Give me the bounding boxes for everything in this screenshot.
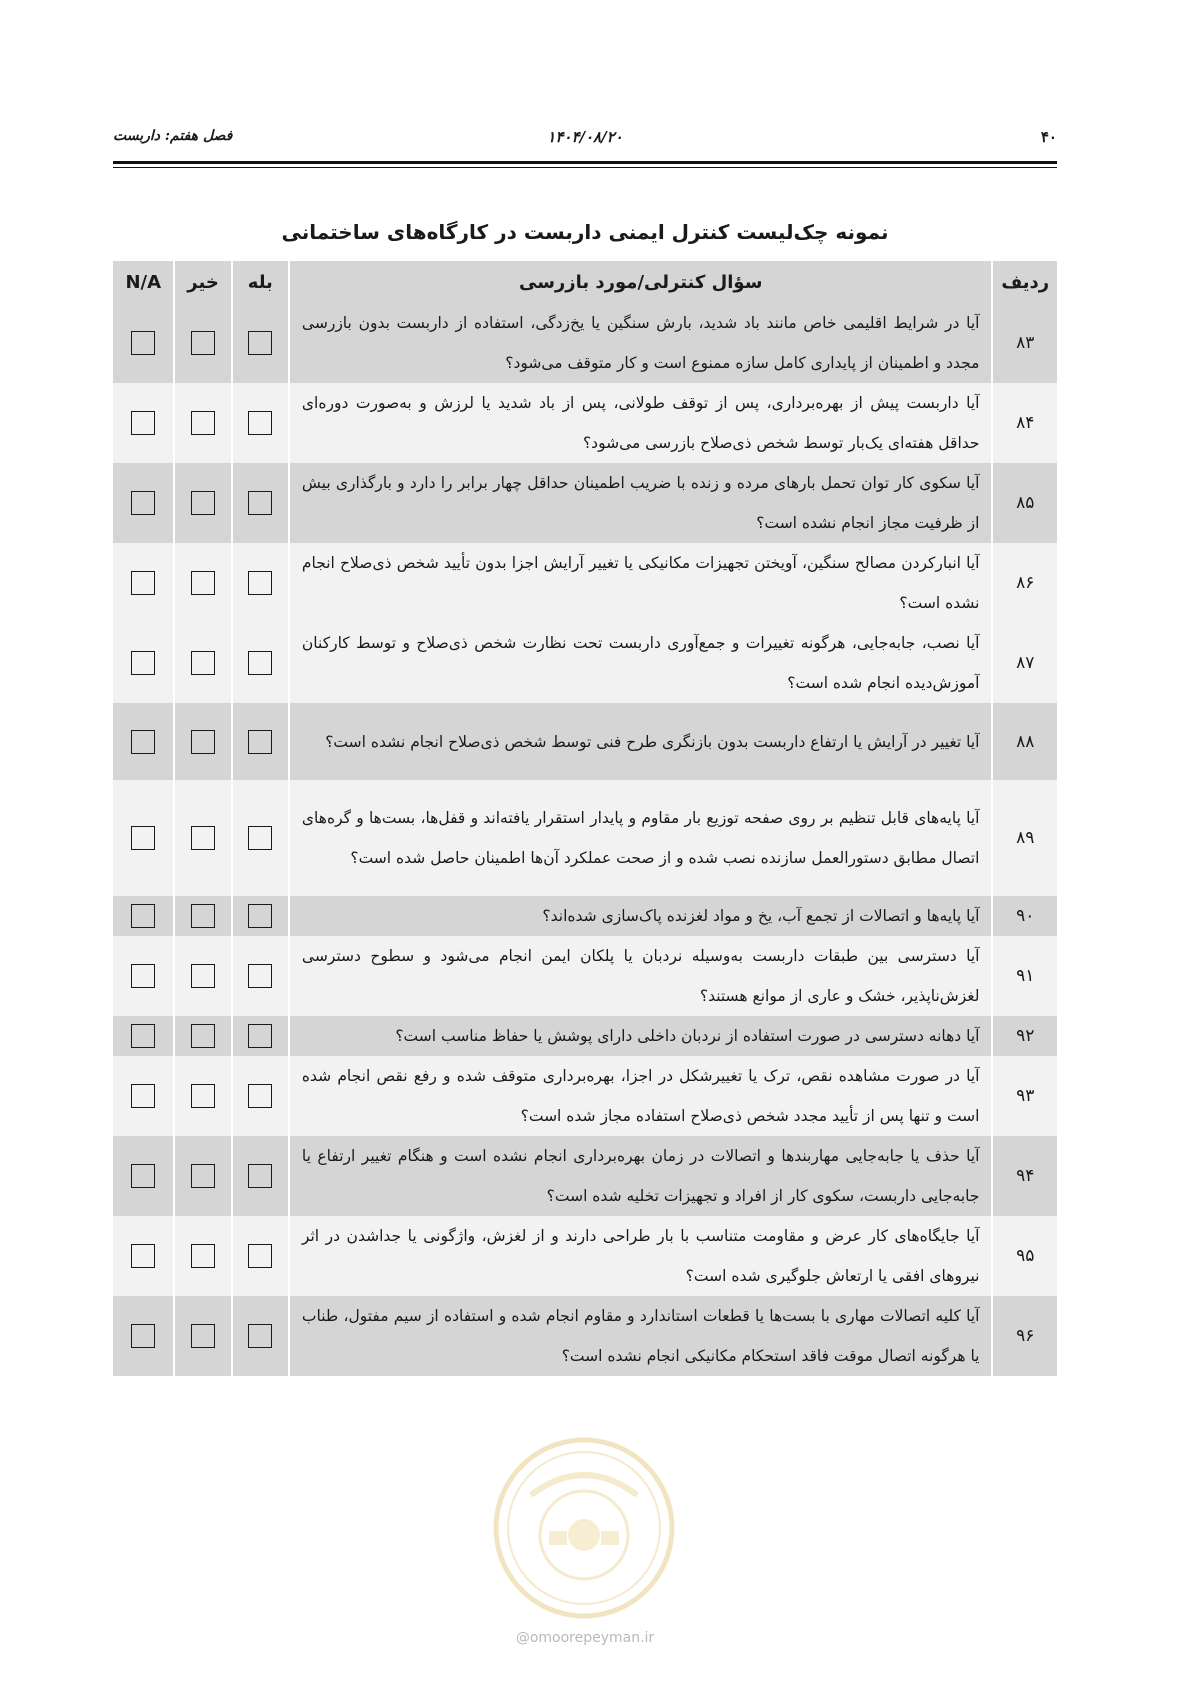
question-text: آیا جایگاه‌های کار عرض و مقاومت متناسب با بار طراحی دارند و از لغزش، واژگونی یا جداشدن در اثر نیروهای افقی یا ارتعاش جلوگیری شده است؟	[289, 1216, 993, 1296]
question-text: آیا در صورت مشاهده نقص، ترک یا تغییرشکل در اجزا، بهره‌برداری متوقف شده و رفع نقص انجام شده است و تنها پس از تأیید مجدد شخص ذی‌صلاح استفاده مجاز شده است؟	[289, 1056, 993, 1136]
header-date: ۱۴۰۴/۰۸/۲۰	[547, 128, 623, 146]
checkbox-no[interactable]	[191, 651, 215, 675]
watermark-url: @omoorepeyman.ir	[515, 1630, 655, 1646]
row-number: ۸۴	[992, 383, 1057, 463]
question-text: آیا دهانه دسترسی در صورت استفاده از نردبان داخلی دارای پوشش یا حفاظ مناسب است؟	[289, 1016, 993, 1056]
row-number: ۹۴	[992, 1136, 1057, 1216]
seal-watermark	[491, 1435, 677, 1621]
checkbox-yes[interactable]	[248, 904, 272, 928]
checkbox-no[interactable]	[191, 826, 215, 850]
checkbox-na[interactable]	[131, 730, 155, 754]
cell-no	[174, 303, 231, 383]
cell-yes	[232, 1216, 289, 1296]
cell-no	[174, 1296, 231, 1376]
cell-na	[113, 1136, 174, 1216]
table-header-row	[113, 261, 1057, 303]
checkbox-no[interactable]	[191, 411, 215, 435]
header-question: سؤال کنترلی/مورد بازرسی	[289, 261, 993, 303]
cell-yes	[232, 896, 289, 936]
row-number: ۸۸	[992, 703, 1057, 780]
checkbox-na[interactable]	[131, 411, 155, 435]
question-text: آیا نصب، جابه‌جایی، هرگونه تغییرات و جمع‌آوری داربست تحت نظارت شخص ذی‌صلاح و توسط کارکنان آموزش‌دیده انجام شده است؟	[289, 623, 993, 703]
cell-na	[113, 936, 174, 1016]
cell-yes	[232, 543, 289, 623]
cell-no	[174, 1216, 231, 1296]
checkbox-na[interactable]	[131, 1084, 155, 1108]
checkbox-na[interactable]	[131, 904, 155, 928]
checkbox-yes[interactable]	[248, 1244, 272, 1268]
cell-na	[113, 703, 174, 780]
checkbox-yes[interactable]	[248, 331, 272, 355]
checkbox-na[interactable]	[131, 964, 155, 988]
header-row-number: ردیف	[992, 261, 1057, 303]
cell-no	[174, 623, 231, 703]
cell-yes	[232, 463, 289, 543]
question-text: آیا کلیه اتصالات مهاری با بست‌ها یا قطعات استاندارد و مقاوم انجام شده و استفاده از سیم مفتول، طناب یا هرگونه اتصال موقت فاقد استحکام مکانیکی انجام نشده است؟	[289, 1296, 993, 1376]
cell-yes	[232, 780, 289, 896]
checkbox-na[interactable]	[131, 571, 155, 595]
cell-yes	[232, 623, 289, 703]
row-number: ۹۵	[992, 1216, 1057, 1296]
checkbox-no[interactable]	[191, 1084, 215, 1108]
cell-yes	[232, 383, 289, 463]
checkbox-na[interactable]	[131, 1164, 155, 1188]
question-text: آیا پایه‌های قابل تنظیم بر روی صفحه توزیع بار مقاوم و پایدار استقرار یافته‌اند و قفل‌ها، بست‌ها و گره‌های اتصال مطابق دستورالعمل سازنده نصب شده و از صحت عملکرد آن‌ها اطمینان حاصل شده است؟	[289, 780, 993, 896]
checkbox-yes[interactable]	[248, 1324, 272, 1348]
cell-na	[113, 543, 174, 623]
cell-no	[174, 543, 231, 623]
checkbox-no[interactable]	[191, 730, 215, 754]
cell-na	[113, 1216, 174, 1296]
table-row	[113, 383, 1057, 463]
checkbox-no[interactable]	[191, 1164, 215, 1188]
row-number: ۸۳	[992, 303, 1057, 383]
checkbox-no[interactable]	[191, 491, 215, 515]
checkbox-no[interactable]	[191, 331, 215, 355]
cell-na	[113, 1296, 174, 1376]
cell-no	[174, 1056, 231, 1136]
row-number: ۹۶	[992, 1296, 1057, 1376]
question-text: آیا در شرایط اقلیمی خاص مانند باد شدید، بارش سنگین یا یخ‌زدگی، استفاده از داربست بدون بازرسی مجدد و اطمینان از پایداری کامل سازه ممنوع است و کار متوقف می‌شود؟	[289, 303, 993, 383]
cell-na	[113, 896, 174, 936]
cell-no	[174, 780, 231, 896]
row-number: ۸۷	[992, 623, 1057, 703]
question-text: آیا انبارکردن مصالح سنگین، آویختن تجهیزات مکانیکی یا تغییر آرایش اجزا بدون تأیید شخص ذی‌صلاح انجام نشده است؟	[289, 543, 993, 623]
checkbox-no[interactable]	[191, 964, 215, 988]
cell-yes	[232, 1056, 289, 1136]
table-row	[113, 303, 1057, 383]
question-text: آیا تغییر در آرایش یا ارتفاع داربست بدون بازنگری طرح فنی توسط شخص ذی‌صلاح انجام نشده است؟	[289, 703, 993, 780]
checkbox-no[interactable]	[191, 904, 215, 928]
table-row	[113, 1296, 1057, 1376]
page-header	[113, 128, 1057, 150]
row-number: ۹۰	[992, 896, 1057, 936]
table-row	[113, 780, 1057, 896]
checklist-title: نمونه چک‌لیست کنترل ایمنی داربست در کارگاه‌های ساختمانی	[281, 220, 889, 244]
checkbox-na[interactable]	[131, 1244, 155, 1268]
row-number: ۹۲	[992, 1016, 1057, 1056]
table-row	[113, 703, 1057, 780]
cell-no	[174, 463, 231, 543]
row-number: ۸۵	[992, 463, 1057, 543]
cell-na	[113, 1016, 174, 1056]
checkbox-yes[interactable]	[248, 1084, 272, 1108]
cell-na	[113, 780, 174, 896]
header-rule-thick	[113, 161, 1057, 164]
question-text: آیا سکوی کار توان تحمل بارهای مرده و زنده با ضریب اطمینان حداقل چهار برابر را دارد و بارگذاری بیش از ظرفیت مجاز انجام نشده است؟	[289, 463, 993, 543]
cell-na	[113, 623, 174, 703]
cell-no	[174, 1136, 231, 1216]
checkbox-na[interactable]	[131, 1024, 155, 1048]
cell-no	[174, 703, 231, 780]
cell-na	[113, 463, 174, 543]
checkbox-yes[interactable]	[248, 1024, 272, 1048]
checkbox-na[interactable]	[131, 491, 155, 515]
page-number: ۴۰	[1040, 128, 1057, 146]
checkbox-na[interactable]	[131, 331, 155, 355]
checkbox-na[interactable]	[131, 1324, 155, 1348]
cell-yes	[232, 936, 289, 1016]
row-number: ۸۶	[992, 543, 1057, 623]
checkbox-yes[interactable]	[248, 1164, 272, 1188]
chapter-title: فصل هفتم: داربست	[113, 128, 233, 144]
checklist-table	[113, 261, 1057, 1376]
table-row	[113, 896, 1057, 936]
cell-yes	[232, 1296, 289, 1376]
cell-no	[174, 936, 231, 1016]
table-row	[113, 1136, 1057, 1216]
row-number: ۹۳	[992, 1056, 1057, 1136]
table-row	[113, 1056, 1057, 1136]
header-yes: بله	[232, 261, 289, 303]
cell-no	[174, 383, 231, 463]
checkbox-yes[interactable]	[248, 491, 272, 515]
header-na: N/A	[113, 261, 174, 303]
checkbox-yes[interactable]	[248, 651, 272, 675]
cell-no	[174, 896, 231, 936]
table-row	[113, 543, 1057, 623]
question-text: آیا حذف یا جابه‌جایی مهاربندها و اتصالات در زمان بهره‌برداری انجام نشده است و هنگام تغییر ارتفاع یا جابه‌جایی داربست، سکوی کار از افراد و تجهیزات تخلیه شده است؟	[289, 1136, 993, 1216]
checkbox-no[interactable]	[191, 1244, 215, 1268]
checkbox-na[interactable]	[131, 651, 155, 675]
checkbox-yes[interactable]	[248, 964, 272, 988]
header-rule-thin	[113, 167, 1057, 168]
table-row	[113, 463, 1057, 543]
checkbox-na[interactable]	[131, 826, 155, 850]
cell-yes	[232, 703, 289, 780]
question-text: آیا داربست پیش از بهره‌برداری، پس از توقف طولانی، پس از باد شدید یا لرزش و به‌صورت دوره‌ای حداقل هفته‌ای یک‌بار توسط شخص ذی‌صلاح بازرسی می‌شود؟	[289, 383, 993, 463]
row-number: ۹۱	[992, 936, 1057, 1016]
cell-yes	[232, 1136, 289, 1216]
table-row	[113, 1216, 1057, 1296]
cell-yes	[232, 303, 289, 383]
checkbox-yes[interactable]	[248, 411, 272, 435]
header-no: خیر	[174, 261, 231, 303]
checkbox-no[interactable]	[191, 571, 215, 595]
table-row	[113, 1016, 1057, 1056]
table-row	[113, 623, 1057, 703]
cell-no	[174, 1016, 231, 1056]
checkbox-no[interactable]	[191, 1324, 215, 1348]
checkbox-yes[interactable]	[248, 730, 272, 754]
row-number: ۸۹	[992, 780, 1057, 896]
cell-na	[113, 1056, 174, 1136]
checkbox-yes[interactable]	[248, 826, 272, 850]
cell-na	[113, 383, 174, 463]
question-text: آیا پایه‌ها و اتصالات از تجمع آب، یخ و مواد لغزنده پاک‌سازی شده‌اند؟	[289, 896, 993, 936]
table-row	[113, 936, 1057, 1016]
question-text: آیا دسترسی بین طبقات داربست به‌وسیله نردبان یا پلکان ایمن انجام می‌شود و سطوح دسترسی لغزش‌ناپذیر، خشک و عاری از موانع هستند؟	[289, 936, 993, 1016]
checkbox-no[interactable]	[191, 1024, 215, 1048]
checkbox-yes[interactable]	[248, 571, 272, 595]
cell-yes	[232, 1016, 289, 1056]
cell-na	[113, 303, 174, 383]
